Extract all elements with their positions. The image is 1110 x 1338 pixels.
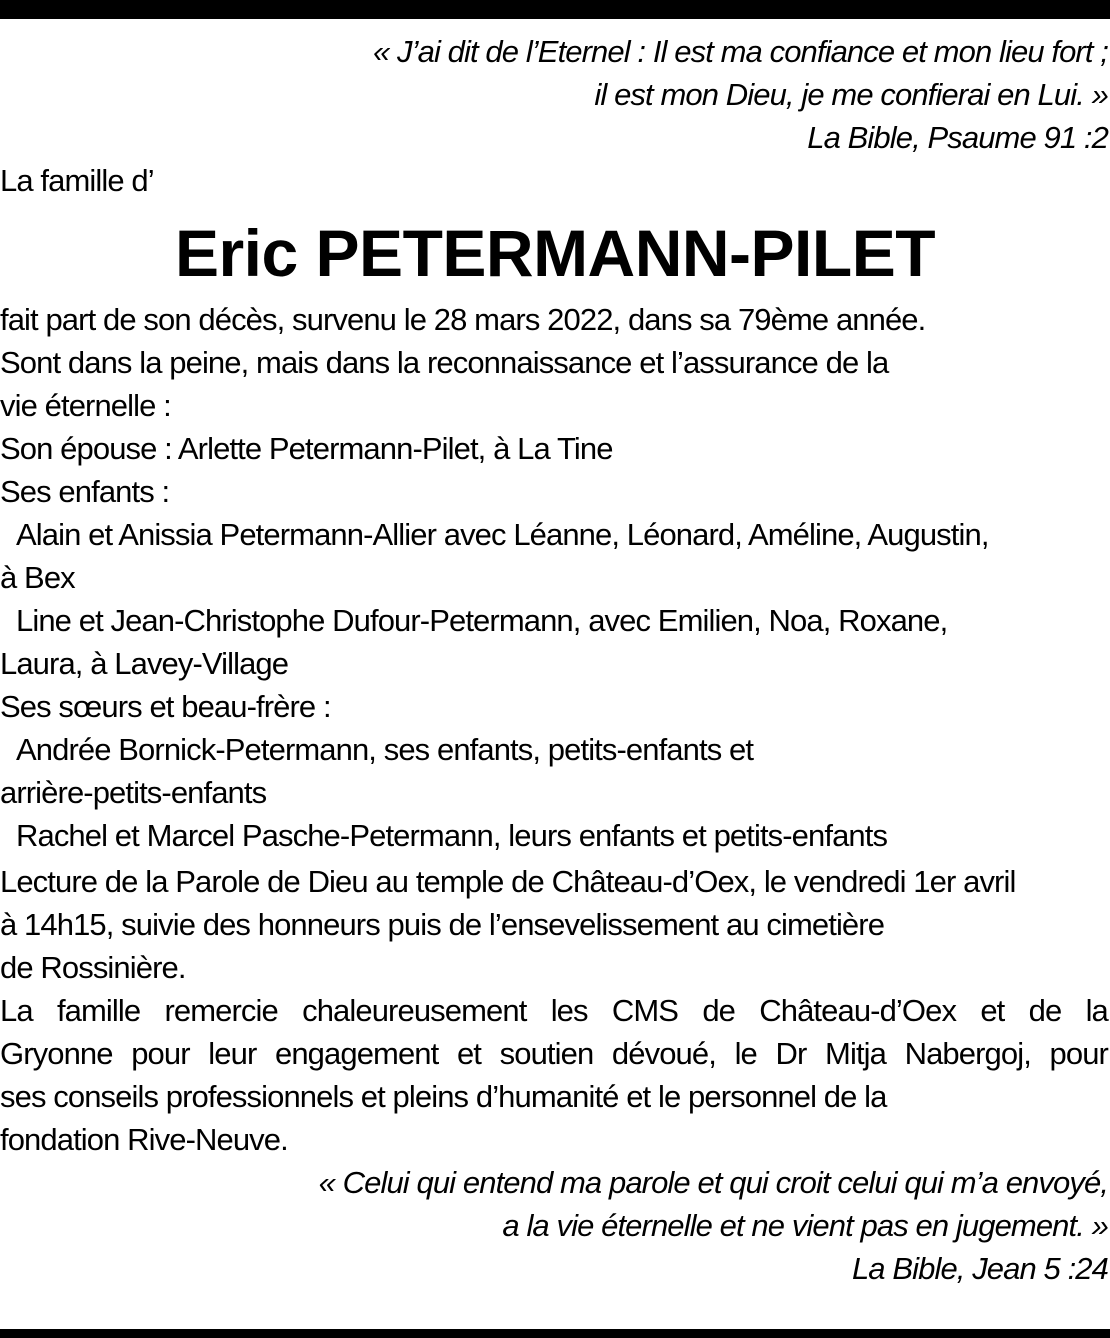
child-2-line-2: Laura, à Lavey-Village [0,646,289,681]
ceremony-block [0,860,1110,989]
thanks-word: engagement [274,1036,439,1071]
sibling-2-line: Rachel et Marcel Pasche-Petermann, leurs enfants et petits-enfants [16,818,888,853]
top-border-rule [0,0,1110,19]
thanks-word: pour [131,1036,190,1071]
mourners-intro-line-2: vie éternelle : [0,388,171,423]
thanks-block [0,989,1110,1161]
thanks-line-1 [0,989,1108,1032]
death-announcement: fait part de son décès, survenu le 28 mars 2022, dans sa 79ème année. [0,302,926,337]
family-intro: La famille d’ [0,163,154,198]
obituary-notice [0,30,1110,1290]
thanks-line-2 [0,1032,1108,1075]
thanks-word: Nabergoj, [904,1036,1031,1071]
thanks-word: chaleureusement [302,993,527,1028]
thanks-word: de [702,993,735,1028]
verse-bottom-reference: La Bible, Jean 5 :24 [851,1251,1108,1286]
siblings-heading: Ses sœurs et beau-frère : [0,689,331,724]
thanks-word: dévoué, [611,1036,716,1071]
children-heading: Ses enfants : [0,474,170,509]
thanks-word: de [1028,993,1062,1028]
thanks-word: famille [56,993,141,1028]
mourners-intro-line-1: Sont dans la peine, mais dans la reconnaissance et l’assurance de la [0,345,889,380]
thanks-word: remercie [164,993,278,1028]
verse-top-line-1: « J’ai dit de l’Eternel : Il est ma confiance et mon lieu fort ; [372,34,1108,69]
sibling-1-line-1: Andrée Bornick-Petermann, ses enfants, petits-enfants et [16,732,754,767]
thanks-word: soutien [499,1036,594,1071]
thanks-word: Mitja [825,1036,886,1071]
spouse-line: Son épouse : Arlette Petermann-Pilet, à La Tine [0,431,613,466]
ceremony-line-1: Lecture de la Parole de Dieu au temple de Château-d’Oex, le vendredi 1er avril [0,864,1016,899]
verse-bottom-line-2: a la vie éternelle et ne vient pas en jugement. » [502,1208,1108,1243]
ceremony-line-3: de Rossinière. [0,950,186,985]
verse-bottom-line-1: « Celui qui entend ma parole et qui croit celui qui m’a envoyé, [318,1165,1108,1200]
thanks-word: et [456,1036,482,1071]
bottom-border-rule [0,1329,1110,1338]
ceremony-line-2: à 14h15, suivie des honneurs puis de l’ensevelissement au cimetière [0,907,885,942]
thanks-word: leur [208,1036,257,1071]
sibling-1-line-2: arrière-petits-enfants [0,775,267,810]
thanks-line-4: fondation Rive-Neuve. [0,1122,288,1157]
thanks-word: la [1085,993,1108,1028]
verse-top [0,30,1110,159]
thanks-word: Gryonne [0,1036,113,1071]
verse-top-line-2: il est mon Dieu, je me confierai en Lui. » [594,77,1108,112]
thanks-word: et [980,993,1005,1028]
verse-top-reference: La Bible, Psaume 91 :2 [807,120,1108,155]
deceased-name: Eric PETERMANN-PILET [174,216,936,290]
thanks-word: CMS [611,993,679,1028]
thanks-word: La [0,993,33,1028]
thanks-word: Château-d’Oex [759,993,957,1028]
verse-bottom [0,1161,1110,1290]
announcement-block [0,298,1110,857]
thanks-word: Dr [775,1036,807,1071]
thanks-word: pour [1049,1036,1108,1071]
child-2-line-1: Line et Jean-Christophe Dufour-Petermann, avec Emilien, Noa, Roxane, [16,603,948,638]
child-1-line-2: à Bex [0,560,75,595]
child-1-line-1: Alain et Anissia Petermann-Allier avec Léanne, Léonard, Améline, Augustin, [16,517,989,552]
thanks-line-3: ses conseils professionnels et pleins d’humanité et le personnel de la [0,1079,887,1114]
thanks-word: les [550,993,588,1028]
thanks-word: le [734,1036,757,1071]
